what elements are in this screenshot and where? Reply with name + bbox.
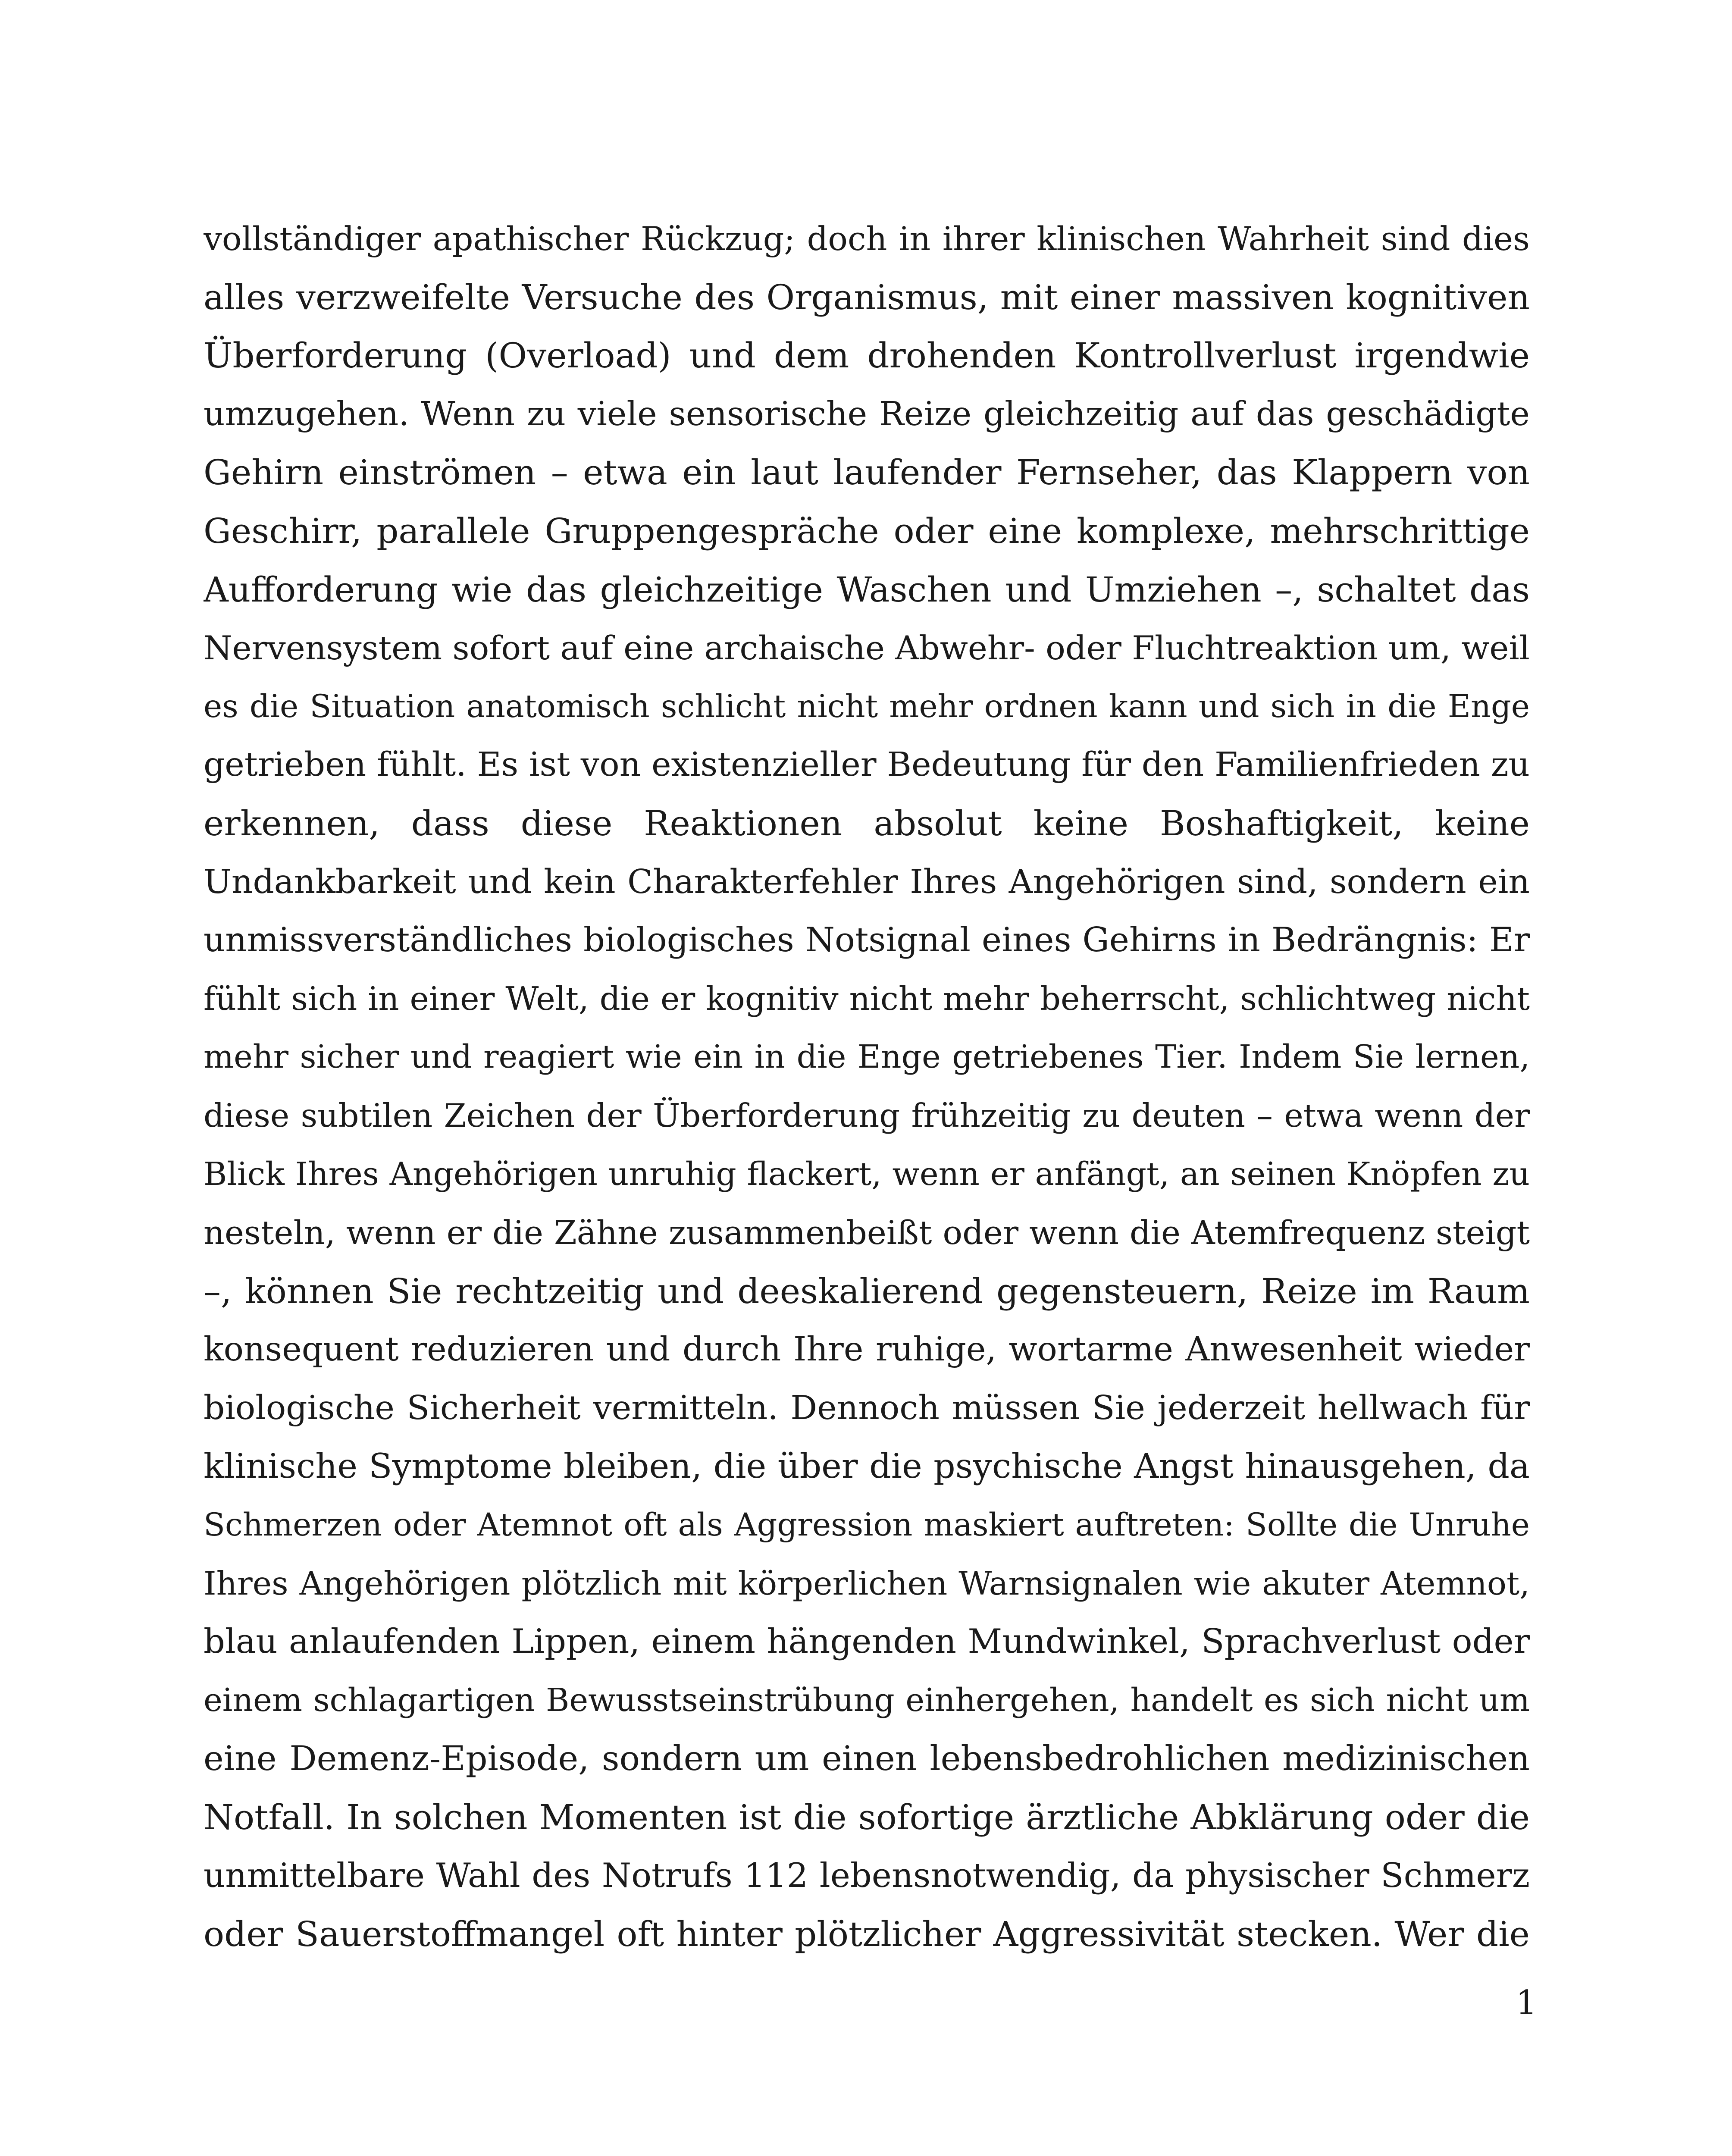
text-line: unmittelbare Wahl des Notrufs 112 lebensnotwendig, da physischer Schmerz <box>204 1856 1530 1895</box>
text-line: Notfall. In solchen Momenten ist die sofortige ärztliche Abklärung oder die <box>204 1797 1530 1838</box>
text-line: diese subtilen Zeichen der Überforderung frühzeitig zu deuten – etwa wenn der <box>204 1096 1530 1134</box>
text-line: mehr sicher und reagiert wie ein in die Enge getriebenes Tier. Indem Sie lernen, <box>204 1038 1530 1076</box>
text-line: einem schlagartigen Bewusstseinstrübung einhergehen, handelt es sich nicht um <box>204 1681 1530 1719</box>
text-line: blau anlaufenden Lippen, einem hängenden Mundwinkel, Sprachverlust oder <box>204 1622 1530 1661</box>
text-line: biologische Sicherheit vermitteln. Dennoch müssen Sie jederzeit hellwach für <box>204 1388 1530 1427</box>
text-line: fühlt sich in einer Welt, die er kognitiv nicht mehr beherrscht, schlichtweg nicht <box>204 979 1530 1018</box>
text-line: Undankbarkeit und kein Charakterfehler Ihres Angehörigen sind, sondern ein <box>204 862 1530 901</box>
text-line: Aufforderung wie das gleichzeitige Waschen und Umziehen –, schaltet das <box>204 569 1530 610</box>
text-line: nesteln, wenn er die Zähne zusammenbeißt oder wenn die Atemfrequenz steigt <box>204 1213 1530 1252</box>
text-line: vollständiger apathischer Rückzug; doch in ihrer klinischen Wahrheit sind dies <box>204 219 1530 258</box>
text-line: Schmerzen oder Atemnot oft als Aggression maskiert auftreten: Sollte die Unruhe <box>204 1507 1530 1544</box>
text-line: konsequent reduzieren und durch Ihre ruhige, wortarme Anwesenheit wieder <box>204 1330 1530 1369</box>
text-line: es die Situation anatomisch schlicht nicht mehr ordnen kann und sich in die Enge <box>204 688 1530 725</box>
text-line: –, können Sie rechtzeitig und deeskalierend gegensteuern, Reize im Raum <box>204 1271 1530 1311</box>
text-line: Überforderung (Overload) und dem drohenden Kontrollverlust irgendwie <box>204 335 1530 376</box>
text-line: eine Demenz-Episode, sondern um einen lebensbedrohlichen medizinischen <box>204 1739 1530 1779</box>
text-line: Ihres Angehörigen plötzlich mit körperlichen Warnsignalen wie akuter Atemnot, <box>204 1564 1530 1602</box>
text-line: alles verzweifelte Versuche des Organismus, mit einer massiven kognitiven <box>204 277 1530 317</box>
text-line: oder Sauerstoffmangel oft hinter plötzlicher Aggressivität stecken. Wer die <box>204 1914 1530 1955</box>
text-line: erkennen, dass diese Reaktionen absolut keine Boshaftigkeit, keine <box>204 803 1530 843</box>
text-line: Gehirn einströmen – etwa ein laut laufender Fernseher, das Klappern von <box>204 452 1530 493</box>
text-line: unmissverständliches biologisches Notsignal eines Gehirns in Bedrängnis: Er <box>204 921 1530 960</box>
page-number: 1 <box>1516 1984 1537 2022</box>
text-line: umzugehen. Wenn zu viele sensorische Reize gleichzeitig auf das geschädigte <box>204 395 1530 433</box>
text-line: getrieben fühlt. Es ist von existenzieller Bedeutung für den Familienfrieden zu <box>204 746 1530 784</box>
text-line: Nervensystem sofort auf eine archaische Abwehr- oder Fluchtreaktion um, weil <box>204 629 1530 667</box>
text-line: Blick Ihres Angehörigen unruhig flackert, wenn er anfängt, an seinen Knöpfen zu <box>204 1155 1530 1193</box>
body-text <box>204 210 1530 1964</box>
text-line: Geschirr, parallele Gruppengespräche oder eine komplexe, mehrschrittige <box>204 511 1530 551</box>
text-line: klinische Symptome bleiben, die über die psychische Angst hinausgehen, da <box>204 1446 1530 1486</box>
